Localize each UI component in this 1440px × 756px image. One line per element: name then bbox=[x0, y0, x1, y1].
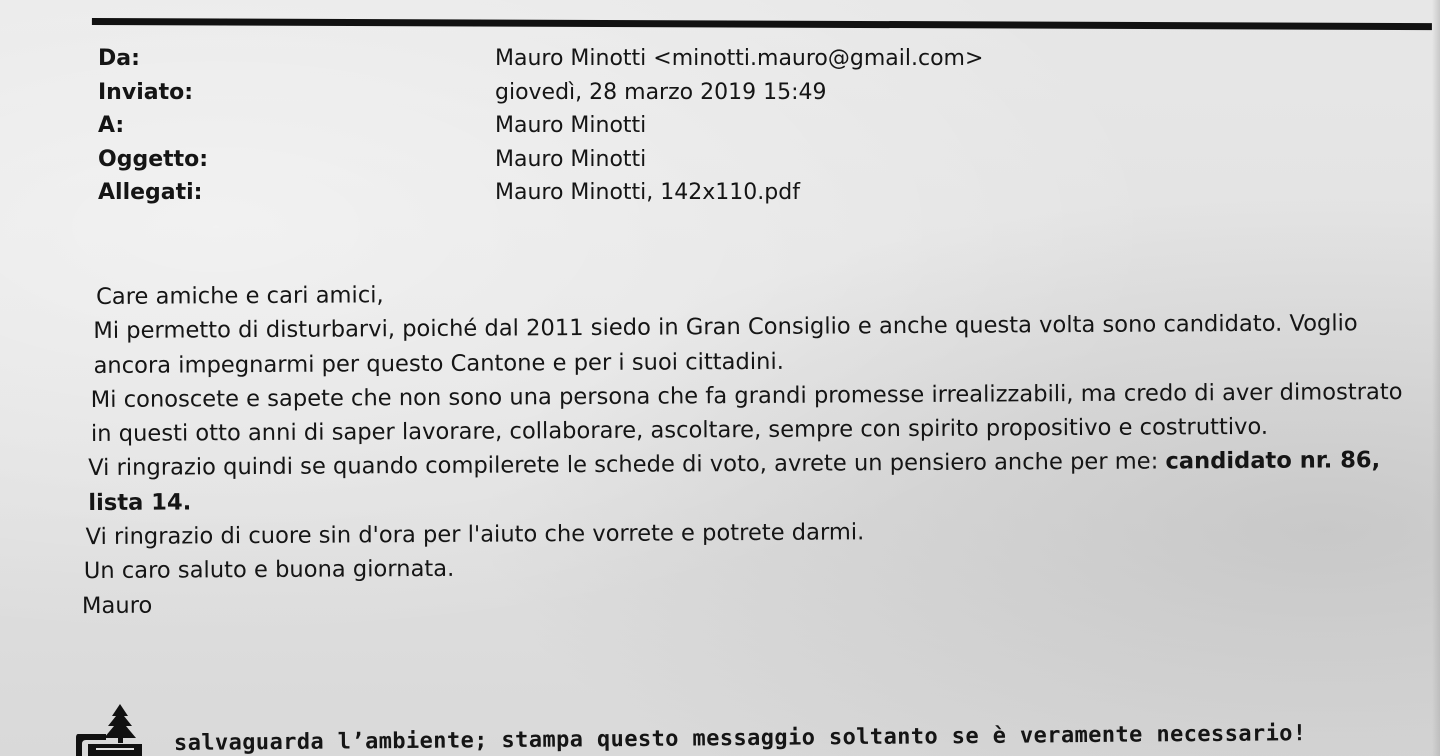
to-value: Mauro Minotti bbox=[495, 113, 647, 138]
from-label: Da: bbox=[98, 46, 140, 71]
top-rule bbox=[92, 0, 1432, 30]
page-edge-shadow bbox=[1432, 0, 1440, 756]
sent-value: giovedì, 28 marzo 2019 15:49 bbox=[495, 79, 827, 105]
header-row-to bbox=[98, 109, 983, 143]
tree-icon bbox=[76, 704, 144, 756]
body-line-4: in questi otto anni di saper lavorare, collaborare, ascoltare, sempre con spirito propositivo e costruttivo. bbox=[90, 414, 1269, 448]
header-row-subject bbox=[98, 143, 983, 177]
email-body bbox=[81, 272, 1428, 623]
body-line-3: Mi conoscete e sapete che non sono una persona che fa grandi promesse irrealizzabili, ma credo di aver dimostrato bbox=[90, 378, 1403, 413]
body-line-7: Vi ringrazio di cuore sin d'ora per l'aiuto che vorrete e potrete darmi. bbox=[85, 519, 865, 551]
body-line-5-text: Vi ringrazio quindi se quando compilerete le schede di voto, avrete un pensiero anche per me: bbox=[88, 448, 1166, 482]
header-row-sent bbox=[98, 76, 983, 110]
to-label: A: bbox=[98, 113, 125, 138]
from-value: Mauro Minotti <minotti.mauro@gmail.com> bbox=[495, 46, 984, 71]
header-row-from bbox=[98, 42, 983, 76]
sent-label: Inviato: bbox=[98, 79, 194, 105]
greeting-line: Care amiche e cari amici, bbox=[96, 282, 384, 310]
candidate-number: candidato nr. 86, bbox=[1165, 447, 1381, 475]
body-line-2: ancora impegnarmi per questo Cantone e per i suoi cittadini. bbox=[93, 348, 784, 379]
list-number: lista 14. bbox=[88, 489, 192, 516]
body-line-8: Un caro saluto e buona giornata. bbox=[83, 556, 455, 585]
attachments-label: Allegati: bbox=[98, 180, 203, 205]
footer-notice bbox=[76, 704, 1307, 756]
attachments-value: Mauro Minotti, 142x110.pdf bbox=[495, 180, 800, 205]
subject-value: Mauro Minotti bbox=[495, 146, 647, 172]
signature: Mauro bbox=[81, 592, 153, 619]
environment-notice: salvaguarda l’ambiente; stampa questo messaggio soltanto se è veramente necessario! bbox=[173, 720, 1307, 756]
subject-label: Oggetto: bbox=[98, 146, 209, 172]
body-line-1: Mi permetto di disturbarvi, poiché dal 2011 siedo in Gran Consiglio e anche questa volta sono candidato. Voglio bbox=[93, 310, 1358, 345]
email-header bbox=[98, 42, 983, 210]
header-row-attachments bbox=[98, 176, 983, 210]
